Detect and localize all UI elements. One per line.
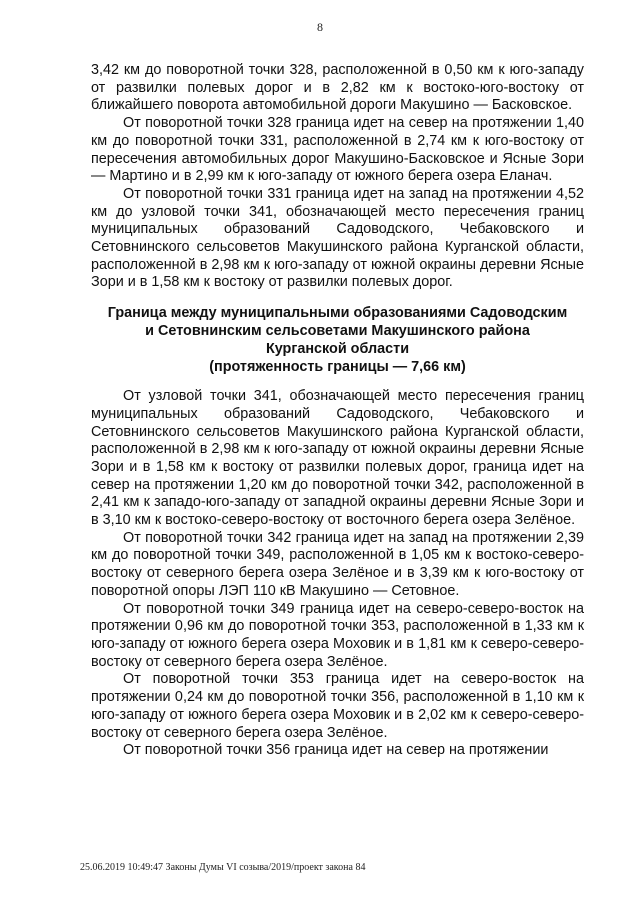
paragraph: От поворотной точки 331 граница идет на запад на протяжении 4,52 км до узловой точки 341, обозначающей место пересечения границ муниципальных образований Садоводского, Чебаковского и Сетовнинского сельсоветов Макушинского района Курганской области, расположенной в 2,98 км к юго-западу от южной окраины деревни Ясные Зори и в 1,58 км к востоку от развилки полевых дорог. xyxy=(91,185,584,291)
paragraph: 3,42 км до поворотной точки 328, расположенной в 0,50 км к юго-западу от развилки полевых дорог и в 2,82 км к востоко-юго-востоку от ближайшего поворота автомобильной дороги Макушино — Басковское. xyxy=(91,62,584,114)
paragraph: От узловой точки 341, обозначающей место пересечения границ муниципальных образований Садоводского, Чебаковского и Сетовнинского сельсоветов Макушинского района Курганской области, расположенной в 2,98 км к юго-западу от южной окраины деревни Ясные Зори и в 1,58 км к востоку от развилки полевых дорог, граница идет на север на протяжении 1,20 км до поворотной точки 342, расположенной в 2,41 км к западо-юго-западу от западной окраины деревни Ясные Зори и в 3,10 км к востоко-северо-востоку от восточного берега озера Зелёное. xyxy=(91,388,584,529)
paragraph: От поворотной точки 353 граница идет на северо-восток на протяжении 0,24 км до поворотной точки 356, расположенной в 1,10 км к юго-западу от южного берега озера Моховик и в 2,02 км к северо-северо-востоку от северного берега озера Зелёное. xyxy=(91,671,584,741)
paragraph: От поворотной точки 349 граница идет на северо-северо-восток на протяжении 0,96 км до поворотной точки 353, расположенной в 1,33 км к юго-западу от южного берега озера Моховик и в 1,81 км к северо-северо-востоку от северного берега озера Зелёное. xyxy=(91,600,584,670)
paragraph: От поворотной точки 342 граница идет на запад на протяжении 2,39 км до поворотной точки 349, расположенной в 1,05 км к востоко-северо-востоку от северного берега озера Зелёное и в 3,39 км к юго-востоку от поворотной опоры ЛЭП 110 кВ Макушино — Сетовное. xyxy=(91,529,584,599)
paragraph: От поворотной точки 356 граница идет на север на протяжении xyxy=(123,742,549,759)
section-heading-line: и Сетовнинским сельсоветами Макушинского района xyxy=(145,323,530,340)
section-heading-line: Граница между муниципальными образованиями Садоводским xyxy=(107,305,568,322)
page-number: 8 xyxy=(317,20,323,34)
paragraph: От поворотной точки 328 граница идет на север на протяжении 1,40 км до поворотной точки 331, расположенной в 2,74 км к юго-востоку от пересечения автомобильных дорог Макушино-Басковское и Ясные Зори — Мартино и в 2,99 км к юго-западу от южного берега озера Еланач. xyxy=(91,115,584,185)
document-body xyxy=(91,62,584,760)
section-heading-length: (протяженность границы — 7,66 км) xyxy=(209,359,466,376)
section-heading-line: Курганской области xyxy=(265,341,410,358)
section-heading xyxy=(91,304,584,376)
document-footer: 25.06.2019 10:49:47 Законы Думы VI созыва/2019/проект закона 84 xyxy=(80,862,366,873)
